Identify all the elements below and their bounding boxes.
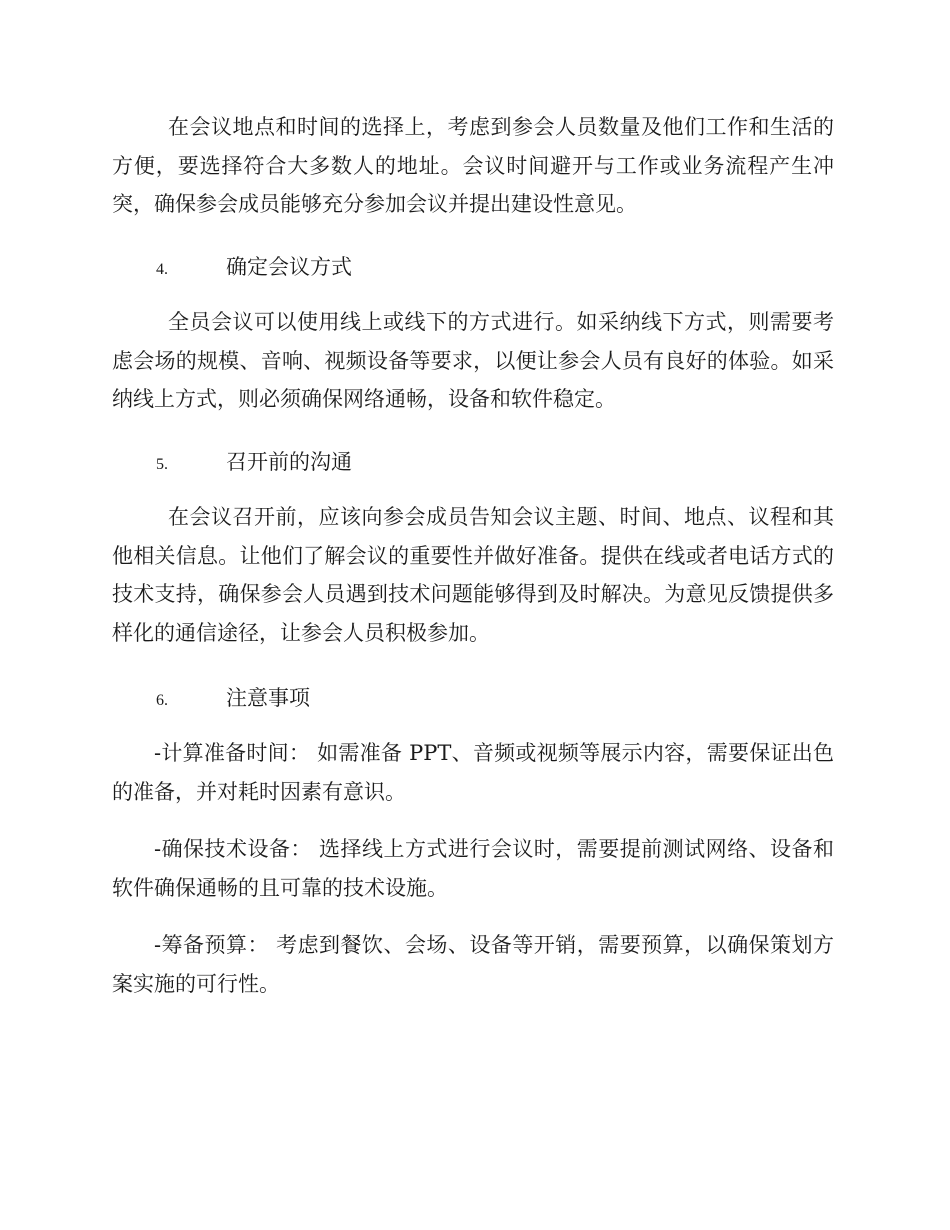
list-item-text: 选择线上方式进行会议时，需要提前测试网络、设备和软件确保通畅的且可靠的技术设施。: [112, 837, 834, 900]
list-item-budget: [112, 926, 834, 1003]
list-item-text: 如需准备 PPT、音频或视频等展示内容，需要保证出色的准备，并对耗时因素有意识。: [112, 741, 834, 804]
section-heading-4: [156, 252, 352, 285]
paragraph-pre-meeting-communication: 在会议召开前，应该向参会成员告知会议主题、时间、地点、议程和其他相关信息。让他们了解会议的重要性并做好准备。提供在线或者电话方式的技术支持，确保参会人员遇到技术问题能够得到及时解决。为意见反馈提供多样化的通信途径，让参会人员积极参加。: [112, 505, 834, 645]
section-title: 确定会议方式: [226, 255, 352, 279]
paragraph-meeting-format: 全员会议可以使用线上或线下的方式进行。如采纳线下方式，则需要考虑会场的规模、音响、视频设备等要求，以便让参会人员有良好的体验。如采纳线上方式，则必须确保网络通畅，设备和软件稳定。: [112, 310, 834, 411]
section-heading-6: [156, 683, 310, 716]
list-item-text: 考虑到餐饮、会场、设备等开销，需要预算，以确保策划方案实施的可行性。: [112, 933, 834, 996]
list-item-tech-equipment: [112, 830, 834, 907]
list-item-label: -筹备预算：: [154, 933, 269, 957]
list-item-label: -计算准备时间：: [154, 741, 311, 765]
list-item-prep-time: [112, 734, 834, 811]
section-heading-5: [156, 447, 352, 480]
section-number: 6.: [156, 692, 168, 709]
paragraph-venue-time: 在会议地点和时间的选择上，考虑到参会人员数量及他们工作和生活的方便，要选择符合大多数人的地址。会议时间避开与工作或业务流程产生冲突，确保参会成员能够充分参加会议并提出建设性意见。: [112, 115, 834, 216]
section-title: 注意事项: [226, 686, 310, 710]
list-item-label: -确保技术设备：: [154, 837, 312, 861]
section-number: 4.: [156, 261, 168, 278]
section-number: 5.: [156, 456, 168, 473]
section-title: 召开前的沟通: [226, 450, 352, 474]
